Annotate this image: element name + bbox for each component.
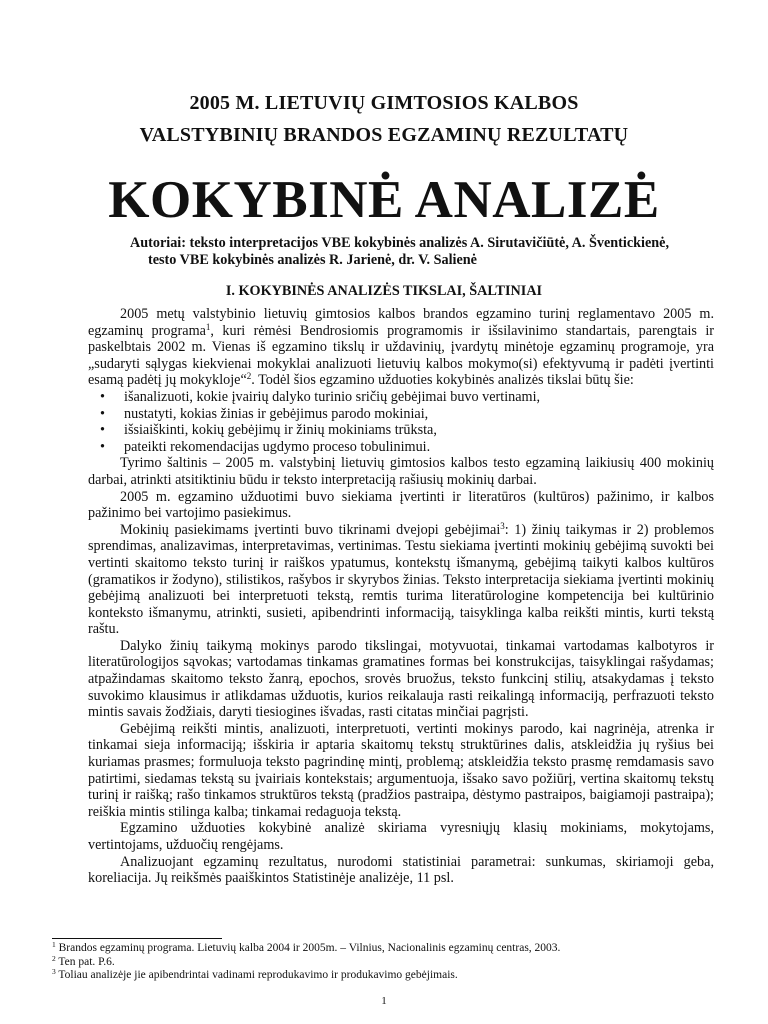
list-item-text: nustatyti, kokias žinias ir gebėjimus parodo mokiniai,	[124, 405, 429, 422]
main-title: KOKYBINĖ ANALIZĖ	[108, 171, 660, 229]
footnote-ref-2: 2	[246, 371, 252, 382]
footnote-text: Brandos egzaminų programa. Lietuvių kalba 2004 ir 2005m. – Vilnius, Nacionalinis egzaminų centras, 2003.	[58, 942, 561, 954]
footnote	[52, 953, 712, 970]
goals-list	[88, 389, 714, 455]
list-item	[88, 389, 714, 406]
footnote-number: 1	[52, 940, 56, 949]
footnote-number: 2	[52, 953, 56, 963]
paragraph-1-text-b: , kuri rėmėsi Bendrosiomis programomis ir išsilavinimo standartais, parengtais ir paskelbtais 2002 m. Vienas iš egzamino tikslų ir uždavinių, įvardytų minėtoje egzaminų programoje, yra „sudaryti sąlygas kiekvienai mokyklai analizuoti lietuvių kalbos mokymo(si) efektyvumą ir padėti įvertinti esamą padėtį jų mokykloje“	[88, 322, 714, 389]
paragraph-8: Analizuojant egzaminų rezultatus, nurodomi statistiniai parametrai: sunkumas, skiriamoji geba, koreliacija. Jų reikšmės paaiškintos Statistinėje analizėje, 11 psl.	[88, 853, 714, 887]
paragraph-2: Tyrimo šaltinis – 2005 m. valstybinį lietuvių gimtosios kalbos testo egzaminą laikiusių 400 mokinių darbai, atrinkti atsitiktiniu būdu ir teksto interpretaciją rašiusių mokinių darbai.	[88, 455, 714, 488]
list-item	[88, 439, 714, 456]
footnote	[52, 942, 712, 956]
title-line-1: 2005 M. LIETUVIŲ GIMTOSIOS KALBOS	[189, 92, 579, 114]
footnote-text: Toliau analizėje jie apibendrintai vadinami reprodukavimo ir produkavimo gebėjimais.	[58, 969, 458, 982]
paragraph-4-text-b: : 1) žinių taikymas ir 2) problemos sprendimas, analizavimas, interpretavimas, vertinimas. Testu siekiama įvertinti mokinių gebėjimą suvokti bei vertinti skaitomo teksto turinį ir raiškos ypatumus, kontekstų išmanymą, gebėjimą taikyti kalbos kultūros (gramatikos ir žodyno), stilistikos, rašybos ir skyrybos žinias. Teksto interpretacija siekiama įvertinti mokinių gebėjimą analizuoti bei interpretuoti tekstą, remtis turima literatūrologine kompetencija bei kultūrinio konteksto išmanymu, atrinkti, susieti, apibendrinti informaciją, taisyklinga kalba reikšti mintis, kurti tekstą raštu.	[88, 521, 715, 638]
paragraph-4-text-a: Mokinių pasiekimams įvertinti buvo tikrinami dvejopi gebėjimai	[120, 521, 501, 538]
footnote-divider	[52, 938, 222, 939]
paragraph-1-text-c: . Todėl šios egzamino užduoties kokybinės analizės tikslai būtų šie:	[251, 372, 634, 389]
bullet-icon: •	[100, 388, 105, 405]
list-item-text: pateikti rekomendacijas ugdymo proceso tobulinimui.	[124, 438, 431, 455]
paragraph-1-text-a: 2005 metų valstybinio lietuvių gimtosios kalbos brandos egzamino turinį reglamentavo 2005 m. egzaminų programa	[88, 306, 714, 339]
list-item-text: išsiaiškinti, kokių gebėjimų ir žinių mokiniams trūksta,	[124, 422, 437, 439]
paragraph-3: 2005 m. egzamino užduotimi buvo siekiama įvertinti ir literatūros (kultūros) pažinimo, ir kalbos pažinimo bei vartojimo pasiekimus.	[88, 488, 714, 522]
body-text	[88, 306, 714, 887]
list-item	[88, 422, 714, 439]
paragraph-1	[88, 306, 714, 389]
footnotes	[52, 942, 712, 983]
footnote	[52, 969, 712, 983]
paragraph-6: Gebėjimą reikšti mintis, analizuoti, interpretuoti, vertinti mokinys parodo, kai nagrinėja, atrenka ir tinkamai sieja informaciją; išskiria ir aptaria skaitomų tekstų struktūrines dalis, atskleidžia jų ryšius bei kuriamas prasmes; formuluoja teksto pagrindinę mintį, problemą; atskleidžia teksto prasmę remdamasis savo patirtimi, siedamas tekstą su įvairiais kontekstais; argumentuoja, išsako savo požiūrį, vertina skaitomų tekstų turinį ir raišką; rašo tinkamos struktūros tekstą (pradžios pastraipa, dėstymo pastraipos, baigiamoji pastraipa); reiškia mintis stilinga kalba; tinkamai redaguoja tekstą.	[88, 720, 714, 820]
authors-line-1: Autoriai: teksto interpretacijos VBE kokybinės analizės A. Sirutavičiūtė, A. Šventickienė,	[130, 235, 669, 251]
bullet-icon: •	[100, 438, 105, 455]
list-item	[88, 406, 714, 423]
footnote-ref-3: 3	[500, 520, 505, 531]
bullet-icon: •	[100, 422, 105, 439]
title-line-2: VALSTYBINIŲ BRANDOS EGZAMINŲ REZULTATŲ	[139, 124, 629, 146]
section-heading: I. KOKYBINĖS ANALIZĖS TIKSLAI, ŠALTINIAI	[225, 283, 543, 299]
footnote-ref-1: 1	[205, 321, 211, 332]
footnote-number: 3	[52, 967, 56, 977]
list-item-text: išanalizuoti, kokie įvairių dalyko turinio sričių gebėjimai buvo vertinami,	[124, 388, 541, 405]
authors-line-2: testo VBE kokybinės analizės R. Jarienė, dr. V. Salienė	[148, 252, 477, 268]
paragraph-4	[88, 522, 714, 638]
bullet-icon: •	[100, 405, 105, 422]
page-number: 1	[381, 995, 387, 1007]
paragraph-7: Egzamino užduoties kokybinė analizė skiriama vyresniųjų klasių mokiniams, mokytojams, vertintojams, užduočių rengėjams.	[88, 820, 714, 853]
paragraph-5: Dalyko žinių taikymą mokinys parodo tikslingai, motyvuotai, tinkamai vartodamas kalbotyros ir literatūrologijos sąvokas; vartodamas tinkamas gramatines formas bei konstrukcijas, taisyklingai rašydamas; atpažindamas skaitomo teksto žanrą, epochos, srovės bruožus, teksto funkcinį stilių, atsakydamas į teksto suvokimo klausimus ir atlikdamas užduotis, kurios reikalauja rasti reikalingą informaciją, perfrazuoti teksto mintis savais žodžiais, daryti tiesiogines išvadas, rasti citatas minčiai pagrįsti.	[88, 637, 714, 721]
footnote-text: Ten pat. P.6.	[58, 955, 115, 968]
